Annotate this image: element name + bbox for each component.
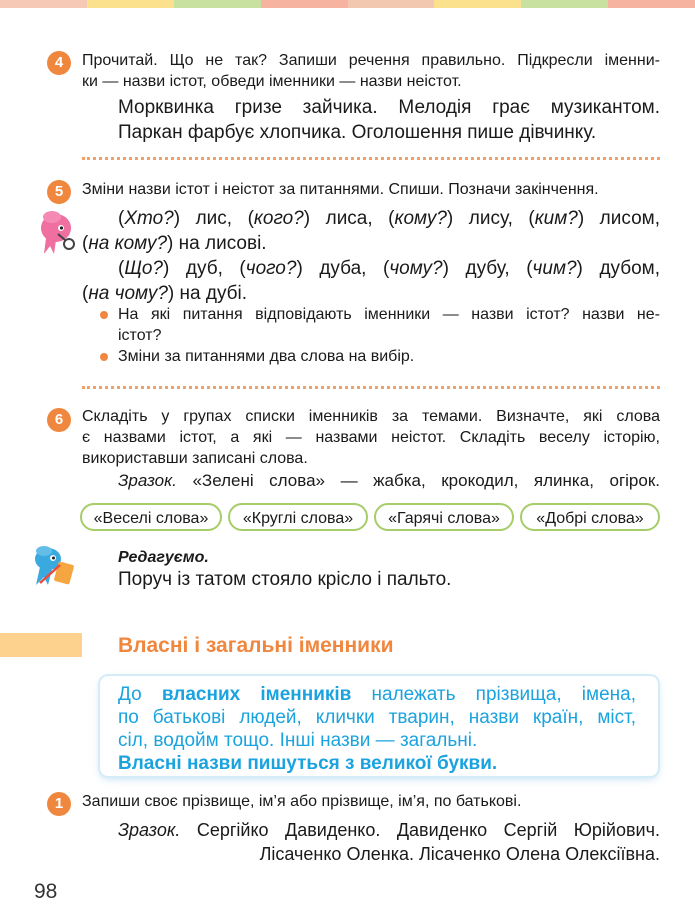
divider (82, 157, 660, 160)
bullet-text: На які питання відповідають іменники — назви істот? назви не- (118, 306, 660, 323)
bullet-text: істот? (118, 327, 162, 344)
task-6-instruction-line-3: використавши записані слова. (82, 450, 308, 467)
task-5-number: 5 (47, 180, 71, 204)
task-6-instruction-line-1: Складіть у групах списки іменників за темами. Визначте, які слова (82, 408, 660, 425)
rule-line-4: Власні назви пишуться з великої букви. (118, 753, 498, 774)
task-6-instruction (82, 406, 660, 469)
task-4-number: 4 (47, 51, 71, 75)
task-1-number: 1 (47, 792, 71, 816)
theme-pill: «Гарячі слова» (374, 503, 514, 531)
question: на кому? (88, 233, 168, 254)
rule-fragment: належать прізвища, імена, (351, 684, 636, 705)
example-text: «Зелені слова» — жабка, крокодил, ялинка, огірок. (192, 471, 660, 490)
question: Що? (124, 258, 163, 279)
task-1-example (118, 818, 660, 866)
task-5-line-3: (Що?) дуб, (чого?) дуба, (чому?) дубу, (чим?) дубом, (118, 258, 661, 279)
edit-label: Редагуємо. (118, 549, 209, 566)
rule-line-3: сіл, водойм тощо. Інші назви — загальні. (118, 730, 478, 751)
blue-mascot-icon (30, 545, 80, 589)
word: лиса, (325, 208, 373, 229)
task-4-instruction-line-1: Прочитай. Що не так? Запиши речення правильно. Підкресли іменни- (82, 52, 660, 69)
example-line-1: Сергійко Давиденко. Давиденко Сергій Юрійович. (196, 820, 660, 840)
bullet-text: Зміни за питаннями два слова на вибір. (118, 348, 415, 365)
page-number: 98 (34, 880, 58, 903)
section-title: Власні і загальні іменники (118, 634, 394, 657)
task-4-instruction (82, 50, 660, 92)
task-1-instruction: Запиши своє прізвище, ім’я або прізвище, ім’я, по батькові. (82, 793, 522, 810)
question: чого? (245, 258, 297, 279)
question: кому? (394, 208, 447, 229)
rule-line-2: по батькові людей, клички тварин, назви країн, міст, (118, 707, 636, 728)
bullet-dot (100, 353, 108, 361)
word: дубом, (599, 258, 661, 279)
example-line-2: Лісаченко Оленка. Лісаченко Олена Олексіївна. (259, 844, 660, 864)
question: чому? (389, 258, 443, 279)
task-6-instruction-line-2: є назвами істот, а які — назвами неістот. Складіть веселу історію, (82, 429, 660, 446)
theme-pill: «Круглі слова» (228, 503, 368, 531)
word: лису, (468, 208, 513, 229)
rule-text (118, 683, 636, 775)
task-5-line-2: (на кому?) на лисові. (82, 233, 267, 254)
task-5-text (82, 206, 660, 306)
word: лисом, (599, 208, 660, 229)
word: лис, (195, 208, 233, 229)
pink-mascot-icon (36, 208, 80, 256)
task-4-text-line-2: Паркан фарбує хлопчика. Оголошення пише дівчинку. (118, 122, 597, 143)
task-5-line-4: (на чому?) на дубі. (82, 283, 248, 304)
rule-line-1 (118, 683, 636, 706)
rule-term: власних іменників (161, 684, 352, 705)
word: на дубі. (179, 283, 248, 304)
top-color-strip (0, 0, 695, 8)
task-6-example (118, 470, 660, 492)
task-5-line-1: (Хто?) лис, (кого?) лиса, (кому?) лису, (ким?) лисом, (118, 208, 660, 229)
question: ким? (534, 208, 578, 229)
question: чим? (532, 258, 577, 279)
theme-pill: «Веселі слова» (80, 503, 222, 531)
bullet-dot (100, 311, 108, 319)
rule-fragment: До (118, 684, 162, 705)
task-4-text-line-1: Морквинка гризе зайчика. Мелодія грає музикантом. (118, 97, 660, 118)
edit-text: Поруч із татом стояло крісло і пальто. (118, 569, 452, 590)
task-4-instruction-line-2: ки — назви істот, обведи іменники — назви неістот. (82, 73, 462, 90)
task-5-bullet-1 (100, 304, 660, 346)
word: дубу, (465, 258, 510, 279)
word: дуб, (185, 258, 223, 279)
task-6-number: 6 (47, 408, 71, 432)
section-marker (0, 633, 82, 657)
question: кого? (253, 208, 304, 229)
word: на лисові. (178, 233, 267, 254)
task-4-text (118, 95, 660, 145)
question: на чому? (88, 283, 168, 304)
theme-pill: «Добрі слова» (520, 503, 660, 531)
question: Хто? (124, 208, 174, 229)
divider (82, 386, 660, 389)
task-5-instruction: Зміни назви істот і неістот за питаннями. Спиши. Позначи закінчення. (82, 181, 599, 198)
example-label: Зразок. (118, 820, 181, 840)
word: дуба, (319, 258, 367, 279)
task-5-bullet-2 (100, 346, 660, 367)
example-label: Зразок. (118, 471, 177, 490)
